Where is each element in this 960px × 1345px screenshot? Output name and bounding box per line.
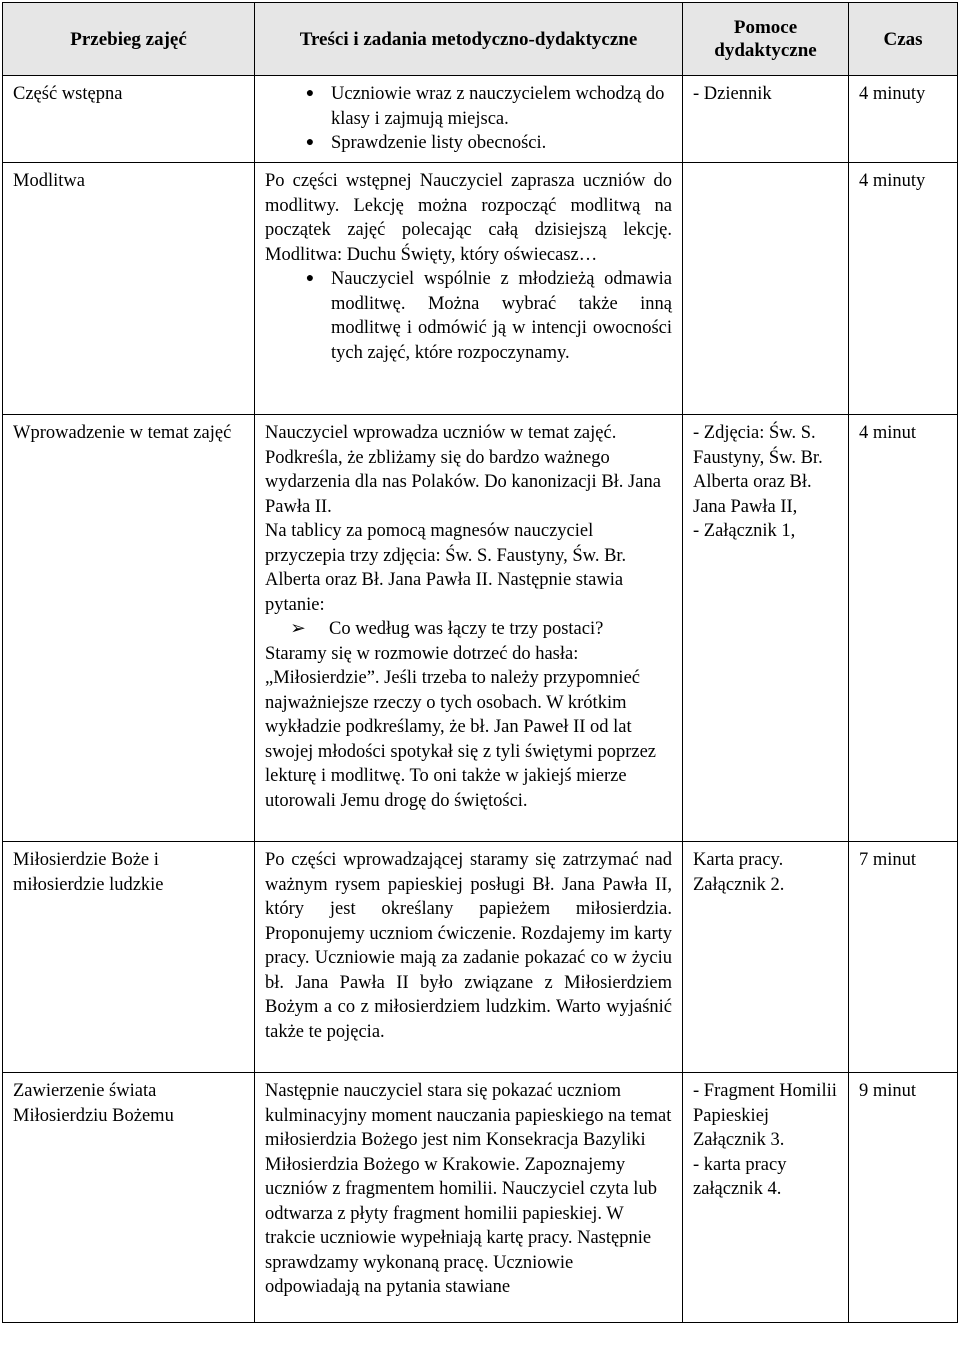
table-row: [3, 842, 958, 1073]
aid-item: - Zdjęcia: Św. S. Faustyny, Św. Br. Alberta oraz Bł. Jana Pawła II,: [693, 423, 823, 517]
list-item: ● Nauczyciel wspólnie z młodzieżą odmawia modlitwę. Można wybrać także inną modlitwę i odmówić ją w intencji owocności tych zajęć, które rozpoczynamy.: [289, 267, 672, 365]
aids-cell: [683, 163, 849, 415]
bullet-icon: ●: [305, 271, 315, 286]
content-cell: [255, 842, 683, 1073]
table-row: [3, 415, 958, 842]
stage-cell: Część wstępna: [3, 76, 255, 163]
time-cell: 4 minut: [849, 415, 958, 842]
list-item: ● Sprawdzenie listy obecności.: [289, 131, 672, 156]
stage-cell: Modlitwa: [3, 163, 255, 415]
aid-item: - Załącznik 1,: [693, 521, 796, 541]
header-aids: [683, 3, 849, 76]
stage-cell: Zawierzenie świata Miłosierdziu Bożemu: [3, 1073, 255, 1323]
table-row: [3, 76, 958, 163]
aids-cell: [683, 1073, 849, 1323]
content-paragraph: Po części wprowadzającej staramy się zatrzymać nad ważnym rysem papieskiej posługi Bł. Jana Pawła II, który jest określany papieżem miłosierdzia. Proponujemy uczniom ćwiczenie. Rozdajemy im karty pracy. Uczniowie mają za zadanie pokazać co w życiu bł. Jana Pawła II było związane z Miłosierdziem Bożym a co z miłosierdziem ludzkim. Warto wyjaśnić także te pojęcia.: [265, 850, 672, 1042]
aid-item: Załącznik 2.: [693, 874, 785, 895]
content-paragraph: Staramy się w rozmowie dotrzeć do hasła: „Miłosierdzie”. Jeśli trzeba to należy przypomnieć najważniejsze rzeczy o tych osobach. W krótkim wykładzie podkreślamy, że bł. Jan Paweł II od lat swojej młodości spotykał się z tyli świętymi poprzez lekturę i modlitwę. To oni także w jakiejś mierze utorowali Jemu drogę do świętości.: [265, 643, 657, 811]
content-cell: [255, 76, 683, 163]
list-item: ● Uczniowie wraz z nauczycielem wchodzą do klasy i zajmują miejsca.: [289, 82, 672, 131]
question-item: ➢ Co według was łączy te trzy postaci?: [265, 617, 672, 642]
header-stage: Przebieg zajęć: [3, 3, 255, 76]
content-cell: [255, 163, 683, 415]
time-cell: 9 minut: [849, 1073, 958, 1323]
header-time: Czas: [849, 3, 958, 76]
bullet-icon: ●: [305, 135, 315, 150]
content-paragraph: Nauczyciel wprowadza uczniów w temat zajęć. Podkreśla, że zbliżamy się do bardzo ważnego wydarzenia dla nas Polaków. Do kanonizacji Bł. Jana Pawła II.: [265, 423, 661, 517]
aid-item: Karta pracy.: [693, 850, 784, 870]
aid-item: - karta pracy załącznik 4.: [693, 1154, 787, 1199]
time-cell: 4 minuty: [849, 163, 958, 415]
aid-item: - Fragment Homilii Papieskiej: [693, 1081, 837, 1126]
content-paragraph: Na tablicy za pomocą magnesów nauczyciel przyczepia trzy zdjęcia: Św. S. Faustyny, Św. Br. Alberta oraz Bł. Jana Pawła II. Następnie stawia pytanie:: [265, 521, 627, 615]
aid-item: - Dziennik: [693, 84, 772, 104]
lesson-plan-table: [2, 2, 958, 1323]
content-cell: [255, 415, 683, 842]
header-aids-line1: Pomoce: [733, 17, 798, 38]
aids-cell: [683, 842, 849, 1073]
lesson-plan-document: [2, 2, 957, 1323]
header-row: [3, 3, 958, 76]
stage-cell: Wprowadzenie w temat zajęć: [3, 415, 255, 842]
table-row: [3, 1073, 958, 1323]
aids-cell: [683, 415, 849, 842]
table-row: [3, 163, 958, 415]
arrow-bullet-icon: ➢: [290, 619, 306, 639]
time-cell: 4 minuty: [849, 76, 958, 163]
stage-cell: Miłosierdzie Boże i miłosierdzie ludzkie: [3, 842, 255, 1073]
aid-item: Załącznik 3.: [693, 1130, 785, 1150]
content-cell: [255, 1073, 683, 1323]
content-paragraph: Następnie nauczyciel stara się pokazać uczniom kulminacyjny moment nauczania papieskiego na temat miłosierdzia Bożego jest nim Konsekracja Bazyliki Miłosierdzia Bożego w Krakowie. Zapoznajemy uczniów z fragmentem homilii. Nauczyciel czyta lub odtwarza z płyty fragment homilii papieskiej. W trakcie uczniowie wypełniają kartę pracy. Następnie sprawdzamy wykonaną pracę. Uczniowie odpowiadają na pytania stawiane: [265, 1081, 672, 1297]
header-content: Treści i zadania metodyczno-dydaktyczne: [255, 3, 683, 76]
header-aids-line2: dydaktyczne: [714, 40, 817, 61]
aids-cell: [683, 76, 849, 163]
content-paragraph: Po części wstępnej Nauczyciel zaprasza uczniów do modlitwy. Lekcję można rozpocząć modlitwą na początek zajęć polecając całą dzisiejszą lekcję. Modlitwa: Duchu Święty, który oświecasz…: [265, 171, 672, 265]
bullet-icon: ●: [305, 86, 315, 101]
time-cell: 7 minut: [849, 842, 958, 1073]
